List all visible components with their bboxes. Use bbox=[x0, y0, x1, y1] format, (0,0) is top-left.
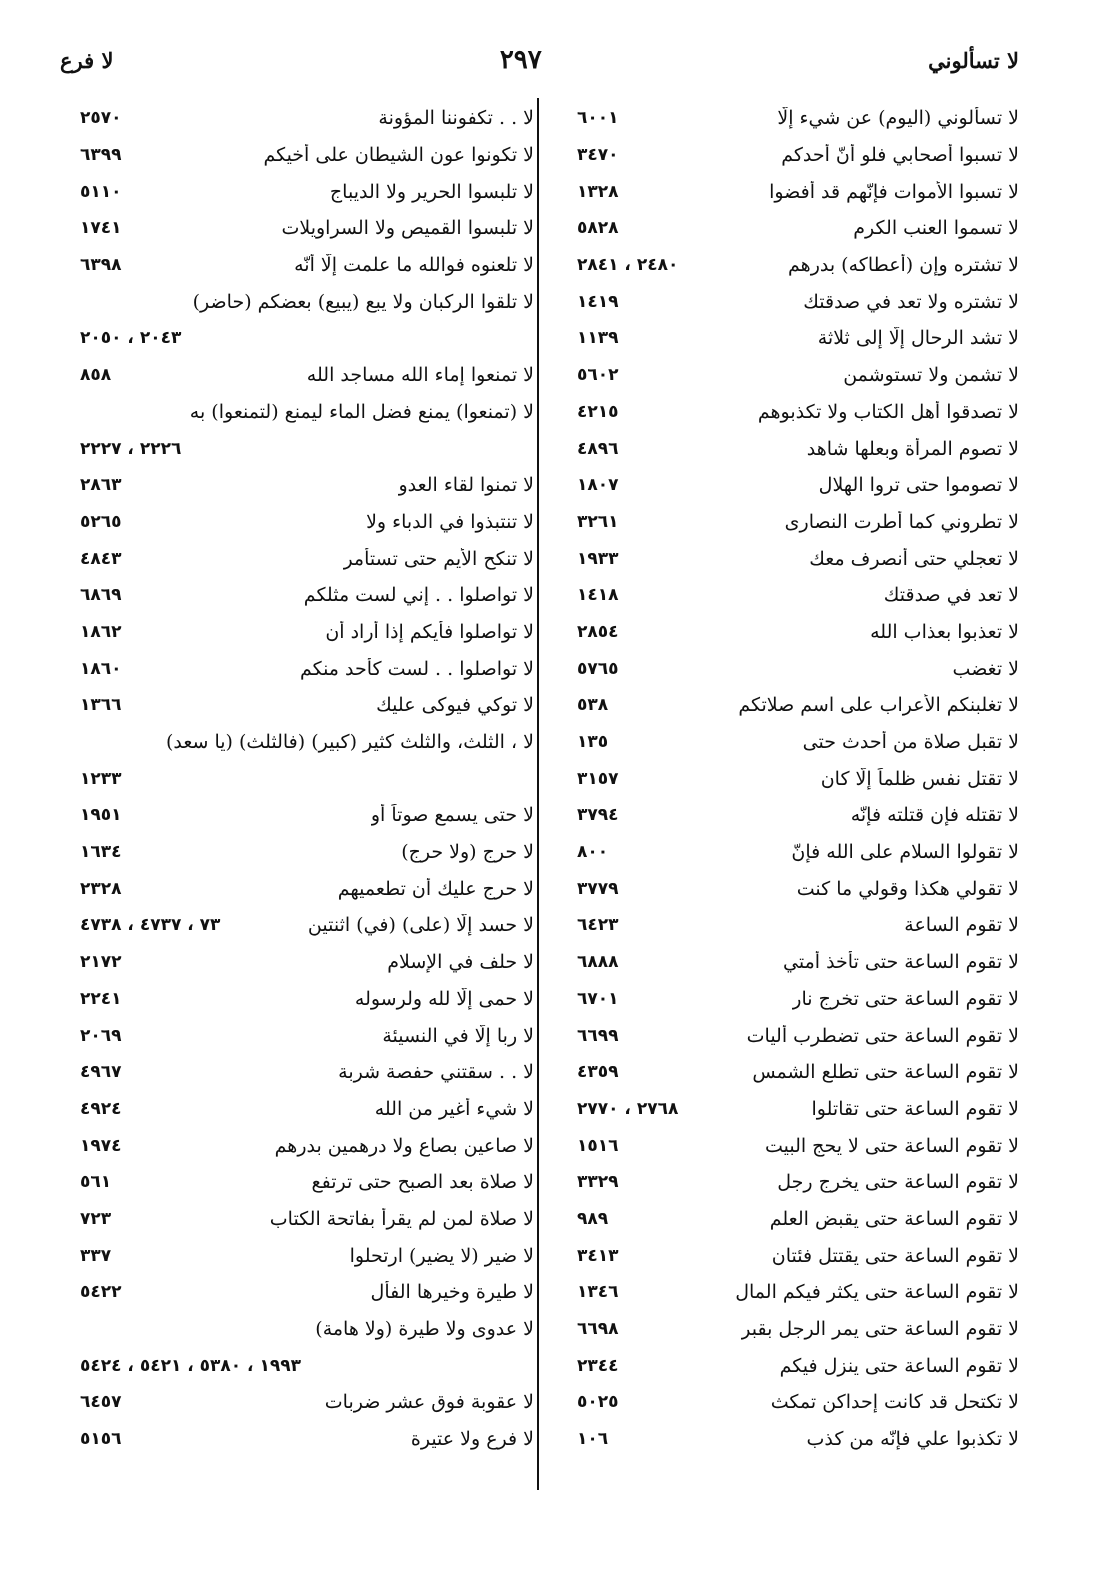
entry-hadith-number: ٥٣٨ bbox=[577, 695, 609, 716]
entry-hadith-number: ٤٣٥٩ bbox=[577, 1062, 619, 1083]
entry-hadith-number: ٦٦٩٩ bbox=[577, 1025, 619, 1046]
entry-text: لا تعذبوا بعذاب الله bbox=[870, 620, 1019, 643]
column-divider bbox=[537, 98, 539, 1490]
entry-text: لا تعد في صدقتك bbox=[883, 584, 1019, 607]
entry-text: لا عقوبة فوق عشر ضربات bbox=[324, 1391, 534, 1414]
entry-text: لا حتى يسمع صوتاً أو bbox=[370, 804, 534, 827]
entry-hadith-number: ١٩٣٣ bbox=[577, 548, 619, 569]
index-entry bbox=[60, 1384, 534, 1421]
index-entry bbox=[557, 687, 1019, 724]
index-entry bbox=[557, 650, 1019, 687]
index-entry bbox=[557, 870, 1019, 907]
index-entry bbox=[60, 1201, 534, 1238]
entry-text: لا تقبل صلاة من أحدث حتى bbox=[802, 731, 1019, 754]
entry-hadith-number: ٥٧٦٥ bbox=[577, 658, 619, 679]
entry-text: لا تغلبنكم الأعراب على اسم صلاتكم bbox=[738, 694, 1019, 717]
entry-text: لا تكذبوا علي فإنّه من كذب bbox=[806, 1428, 1019, 1451]
entry-hadith-number: ٢٢٤١ bbox=[80, 988, 122, 1009]
index-entry bbox=[60, 173, 534, 210]
entry-hadith-number: ٦٣٩٩ bbox=[80, 145, 122, 166]
entry-text: لا تلعنوه فوالله ما علمت إلّا أنّه bbox=[294, 254, 534, 277]
index-entry bbox=[60, 467, 534, 504]
entry-hadith-number: ١٦٣٤ bbox=[80, 842, 122, 863]
entry-hadith-number: ٤٨٩٦ bbox=[577, 438, 619, 459]
index-entry bbox=[60, 1237, 534, 1274]
entry-hadith-number: ١٠٦ bbox=[577, 1429, 609, 1450]
index-entry bbox=[60, 357, 534, 394]
index-entry bbox=[60, 577, 534, 614]
entry-hadith-number: ٧٢٣ bbox=[80, 1208, 112, 1229]
entry-hadith-number: ٢٥٧٠ bbox=[80, 108, 122, 129]
index-entry bbox=[60, 1311, 534, 1348]
index-entry bbox=[60, 1421, 534, 1458]
entry-hadith-number: ١٣٢٨ bbox=[577, 181, 619, 202]
entry-text: لا عدوى ولا طيرة (ولا هامة) bbox=[315, 1318, 534, 1341]
entry-text: لا حسد إلّا (على) (في) اثنتين bbox=[307, 914, 534, 937]
index-entry bbox=[60, 1054, 534, 1091]
entry-text: لا تصوموا حتى تروا الهلال bbox=[818, 474, 1019, 497]
entry-hadith-number: ٣٧٧٩ bbox=[577, 878, 619, 899]
entry-text: لا تواصلوا فأيكم إذا أراد أن bbox=[325, 620, 534, 643]
index-entry bbox=[557, 1237, 1019, 1274]
entry-text: لا تقوم الساعة bbox=[904, 914, 1019, 937]
entry-hadith-number: ١٣٦٦ bbox=[80, 695, 122, 716]
entry-hadith-number: ٣٣٧ bbox=[80, 1245, 112, 1266]
index-entry bbox=[60, 870, 534, 907]
entry-text: لا (تمنعوا) يمنع فضل الماء ليمنع (لتمنعوا) به bbox=[189, 400, 534, 423]
entry-text: لا تعجلي حتى أنصرف معك bbox=[809, 547, 1019, 570]
entry-text: لا تسألوني (اليوم) عن شيء إلّا bbox=[777, 107, 1019, 130]
entry-hadith-number: ٥١٥٦ bbox=[80, 1429, 122, 1450]
entry-hadith-number: ٦٨٨٨ bbox=[577, 952, 619, 973]
entry-text: لا حرج (ولا حرج) bbox=[401, 841, 534, 864]
index-entry bbox=[557, 137, 1019, 174]
entry-hadith-number: ٨٥٨ bbox=[80, 365, 112, 386]
entry-text: لا تقوم الساعة حتى تطلع الشمس bbox=[752, 1061, 1019, 1084]
entry-text: لا تشمن ولا تستوشمن bbox=[843, 364, 1019, 387]
entry-text: لا تقولوا السلام على الله فإنّ bbox=[791, 841, 1019, 864]
index-entry bbox=[557, 100, 1019, 137]
entry-text: لا تلبسوا القميص ولا السراويلات bbox=[281, 217, 534, 240]
index-column-right bbox=[557, 100, 1019, 1457]
index-entry bbox=[557, 834, 1019, 871]
entry-text: لا تقوم الساعة حتى تضطرب أليات bbox=[746, 1024, 1019, 1047]
entry-hadith-number: ٧٣ ، ٤٧٣٧ ، ٤٧٣٨ bbox=[80, 915, 221, 936]
index-entry bbox=[60, 944, 534, 981]
entry-hadith-number: ٦٤٢٣ bbox=[577, 915, 619, 936]
entry-hadith-number: ٢٨٦٣ bbox=[80, 475, 122, 496]
entry-hadith-number: ٢٤٨٠ ، ٢٨٤١ bbox=[577, 255, 679, 276]
entry-hadith-number: ٥٤٢٢ bbox=[80, 1282, 122, 1303]
index-entry bbox=[60, 1127, 534, 1164]
entry-text: لا تشد الرحال إلّا إلى ثلاثة bbox=[817, 327, 1019, 350]
entry-hadith-number: ٦٦٩٨ bbox=[577, 1319, 619, 1340]
entry-text: لا تسموا العنب الكرم bbox=[853, 217, 1019, 240]
index-entry-continuation: ١٢٣٣ bbox=[80, 768, 122, 789]
entry-text: لا تطروني كما أطرت النصارى bbox=[784, 510, 1019, 533]
entry-hadith-number: ١٣٥ bbox=[577, 732, 609, 753]
entry-text: لا ربا إلّا في النسيئة bbox=[382, 1024, 534, 1047]
index-entry bbox=[557, 614, 1019, 651]
index-entry bbox=[557, 467, 1019, 504]
entry-text: لا تقوم الساعة حتى يخرج رجل bbox=[777, 1171, 1019, 1194]
entry-hadith-number: ٢٧٦٨ ، ٢٧٧٠ bbox=[577, 1098, 679, 1119]
entry-text: لا تشتره وإن (أعطاكه) بدرهم bbox=[788, 254, 1019, 277]
entry-text: لا تسبوا أصحابي فلو أنّ أحدكم bbox=[781, 144, 1019, 167]
entry-hadith-number: ٥٢٦٥ bbox=[80, 511, 122, 532]
entry-hadith-number: ٤٩٦٧ bbox=[80, 1062, 122, 1083]
index-entry bbox=[60, 907, 534, 944]
index-entry bbox=[557, 247, 1019, 284]
entry-text: لا . . تكفوننا المؤونة bbox=[378, 107, 534, 130]
entry-text: لا تكونوا عون الشيطان على أخيكم bbox=[263, 144, 534, 167]
index-entry bbox=[60, 1091, 534, 1128]
entry-hadith-number: ٢١٧٢ bbox=[80, 952, 122, 973]
entry-text: لا تلبسوا الحرير ولا الديباج bbox=[329, 180, 534, 203]
index-entry-continuation: ٢٢٢٦ ، ٢٢٢٧ bbox=[80, 438, 182, 459]
entry-text: لا تصدقوا أهل الكتاب ولا تكذبوهم bbox=[757, 400, 1019, 423]
index-entry bbox=[60, 1164, 534, 1201]
entry-text: لا تواصلوا . . لست كأحد منكم bbox=[299, 657, 534, 680]
entry-text: لا تقوم الساعة حتى يكثر فيكم المال bbox=[735, 1281, 1019, 1304]
index-entry bbox=[60, 981, 534, 1018]
entry-hadith-number: ١٩٥١ bbox=[80, 805, 122, 826]
entry-hadith-number: ٣٤٧٠ bbox=[577, 145, 619, 166]
entry-hadith-number: ٣٤١٣ bbox=[577, 1245, 619, 1266]
entry-text: لا تقتل نفس ظلماً إلّا كان bbox=[820, 767, 1019, 790]
entry-hadith-number: ١٨٠٧ bbox=[577, 475, 619, 496]
entry-hadith-number: ١٨٦٢ bbox=[80, 621, 122, 642]
entry-hadith-number: ٤٨٤٣ bbox=[80, 548, 122, 569]
index-entry bbox=[557, 760, 1019, 797]
entry-text: لا تكتحل قد كانت إحداكن تمكث bbox=[770, 1391, 1019, 1414]
entry-text: لا تغضب bbox=[952, 657, 1019, 680]
index-entry bbox=[60, 834, 534, 871]
entry-hadith-number: ٦٧٠١ bbox=[577, 988, 619, 1009]
entry-text: لا حرج عليك أن تطعميهم bbox=[337, 877, 534, 900]
index-entry bbox=[557, 504, 1019, 541]
index-entry bbox=[557, 1054, 1019, 1091]
index-entry bbox=[60, 614, 534, 651]
entry-text: لا شيء أغير من الله bbox=[374, 1097, 534, 1120]
index-entry bbox=[557, 1347, 1019, 1384]
entry-hadith-number: ٢٨٥٤ bbox=[577, 621, 619, 642]
entry-hadith-number: ٦٠٠١ bbox=[577, 108, 619, 129]
entry-text: لا تواصلوا . . إني لست مثلكم bbox=[303, 584, 534, 607]
entry-hadith-number: ١٤١٨ bbox=[577, 585, 619, 606]
entry-hadith-number: ٣٧٩٤ bbox=[577, 805, 619, 826]
entry-text: لا تسبوا الأموات فإنّهم قد أفضوا bbox=[769, 180, 1019, 203]
entry-hadith-number: ٦٣٩٨ bbox=[80, 255, 122, 276]
entry-hadith-number: ٥١١٠ bbox=[80, 181, 122, 202]
entry-hadith-number: ٥٨٢٨ bbox=[577, 218, 619, 239]
entry-hadith-number: ٣٢٦١ bbox=[577, 511, 619, 532]
index-entry bbox=[60, 797, 534, 834]
entry-hadith-number: ٥٠٢٥ bbox=[577, 1392, 619, 1413]
entry-text: لا تلقوا الركبان ولا يبع (يبيع) بعضكم (حاضر) bbox=[192, 290, 534, 313]
entry-text: لا صاعين بصاع ولا درهمين بدرهم bbox=[274, 1134, 534, 1157]
index-entry bbox=[60, 540, 534, 577]
index-entry bbox=[557, 1421, 1019, 1458]
entry-hadith-number: ٨٠٠ bbox=[577, 842, 609, 863]
index-entry-continuation: ١٩٩٣ ، ٥٣٨٠ ، ٥٤٢١ ، ٥٤٢٤ bbox=[80, 1355, 301, 1376]
entry-text: لا تقوم الساعة حتى ينزل فيكم bbox=[779, 1354, 1019, 1377]
index-entry bbox=[60, 210, 534, 247]
entry-hadith-number: ١١٣٩ bbox=[577, 328, 619, 349]
entry-text: لا تقوم الساعة حتى يقتتل فئتان bbox=[771, 1244, 1019, 1267]
index-entry bbox=[60, 394, 534, 431]
page-header bbox=[60, 38, 1019, 82]
entry-text: لا تمنوا لقاء العدو bbox=[398, 474, 534, 497]
entry-text: لا تقوم الساعة حتى تأخذ أمتي bbox=[783, 951, 1019, 974]
entry-text: لا تصوم المرأة وبعلها شاهد bbox=[806, 437, 1019, 460]
index-entry bbox=[557, 357, 1019, 394]
index-entry bbox=[557, 1311, 1019, 1348]
entry-text: لا ، الثلث، والثلث كثير (كبير) (فالثلث) (يا سعد) bbox=[165, 731, 534, 754]
index-entry bbox=[60, 100, 534, 137]
entry-hadith-number: ٤٩٢٤ bbox=[80, 1098, 122, 1119]
index-entry bbox=[557, 210, 1019, 247]
index-entry-continuation: ٢٠٤٣ ، ٢٠٥٠ bbox=[80, 328, 182, 349]
index-entry bbox=[60, 1017, 534, 1054]
index-entry bbox=[557, 540, 1019, 577]
entry-hadith-number: ٦٨٦٩ bbox=[80, 585, 122, 606]
entry-text: لا تقولي هكذا وقولي ما كنت bbox=[796, 877, 1019, 900]
entry-text: لا ضير (لا يضير) ارتحلوا bbox=[349, 1244, 534, 1267]
index-entry bbox=[60, 504, 534, 541]
index-column-left bbox=[60, 100, 534, 1457]
entry-hadith-number: ٥٦٠٢ bbox=[577, 365, 619, 386]
page-number: ٢٩٧ bbox=[499, 45, 542, 75]
entry-text: لا تقوم الساعة حتى تخرج نار bbox=[792, 987, 1019, 1010]
entry-text: لا تنتبذوا في الدباء ولا bbox=[366, 510, 534, 533]
entry-text: لا حمى إلّا لله ولرسوله bbox=[354, 987, 534, 1010]
entry-text: لا صلاة لمن لم يقرأ بفاتحة الكتاب bbox=[269, 1207, 534, 1230]
entry-hadith-number: ٢٣٤٤ bbox=[577, 1355, 619, 1376]
entry-text: لا صلاة بعد الصبح حتى ترتفع bbox=[311, 1171, 534, 1194]
entry-hadith-number: ٦٤٥٧ bbox=[80, 1392, 122, 1413]
index-entry bbox=[557, 320, 1019, 357]
index-entry bbox=[557, 1164, 1019, 1201]
index-entry bbox=[557, 1201, 1019, 1238]
index-entry bbox=[60, 687, 534, 724]
entry-text: لا تشتره ولا تعد في صدقتك bbox=[803, 290, 1019, 313]
index-entry bbox=[557, 577, 1019, 614]
entry-hadith-number: ٢٣٢٨ bbox=[80, 878, 122, 899]
index-entry bbox=[60, 283, 534, 320]
entry-text: لا . . سقتني حفصة شربة bbox=[338, 1061, 534, 1084]
entry-hadith-number: ٣١٥٧ bbox=[577, 768, 619, 789]
header-left-keyword: لا فرع bbox=[60, 47, 114, 73]
index-entry bbox=[557, 1091, 1019, 1128]
index-entry bbox=[557, 394, 1019, 431]
entry-text: لا تقوم الساعة حتى تقاتلوا bbox=[811, 1097, 1019, 1120]
entry-hadith-number: ٤٢١٥ bbox=[577, 401, 619, 422]
index-entry bbox=[60, 1274, 534, 1311]
index-entry bbox=[557, 907, 1019, 944]
index-entry bbox=[557, 1384, 1019, 1421]
entry-text: لا تقوم الساعة حتى يمر الرجل بقبر bbox=[741, 1318, 1019, 1341]
entry-hadith-number: ١٤١٩ bbox=[577, 291, 619, 312]
entry-hadith-number: ١٩٧٤ bbox=[80, 1135, 122, 1156]
entry-text: لا طيرة وخيرها الفأل bbox=[370, 1281, 534, 1304]
entry-text: لا فرع ولا عتيرة bbox=[410, 1428, 534, 1451]
index-entry bbox=[557, 981, 1019, 1018]
entry-hadith-number: ٣٣٢٩ bbox=[577, 1172, 619, 1193]
entry-hadith-number: ١٣٤٦ bbox=[577, 1282, 619, 1303]
index-entry bbox=[60, 724, 534, 761]
index-entry bbox=[557, 1017, 1019, 1054]
entry-hadith-number: ٥٦١ bbox=[80, 1172, 112, 1193]
index-entry bbox=[60, 247, 534, 284]
index-entry bbox=[557, 1127, 1019, 1164]
entry-text: لا توكي فيوكى عليك bbox=[376, 694, 534, 717]
index-entry bbox=[557, 173, 1019, 210]
index-entry bbox=[60, 650, 534, 687]
entry-hadith-number: ١٨٦٠ bbox=[80, 658, 122, 679]
entry-text: لا حلف في الإسلام bbox=[387, 951, 534, 974]
index-entry bbox=[557, 283, 1019, 320]
entry-hadith-number: ١٧٤١ bbox=[80, 218, 122, 239]
index-entry bbox=[557, 797, 1019, 834]
entry-text: لا تقوم الساعة حتى لا يحج البيت bbox=[764, 1134, 1019, 1157]
index-entry bbox=[60, 137, 534, 174]
header-right-keyword: لا تسألوني bbox=[928, 47, 1019, 73]
entry-text: لا تقوم الساعة حتى يقبض العلم bbox=[769, 1207, 1019, 1230]
entry-text: لا تقتله فإن قتلته فإنّه bbox=[850, 804, 1019, 827]
index-entry bbox=[557, 944, 1019, 981]
index-entry bbox=[557, 1274, 1019, 1311]
index-entry bbox=[557, 430, 1019, 467]
entry-text: لا تنكح الأيم حتى تستأمر bbox=[343, 547, 534, 570]
entry-text: لا تمنعوا إماء الله مساجد الله bbox=[306, 364, 534, 387]
index-entry bbox=[557, 724, 1019, 761]
entry-hadith-number: ٩٨٩ bbox=[577, 1208, 609, 1229]
entry-hadith-number: ٢٠٦٩ bbox=[80, 1025, 122, 1046]
entry-hadith-number: ١٥١٦ bbox=[577, 1135, 619, 1156]
